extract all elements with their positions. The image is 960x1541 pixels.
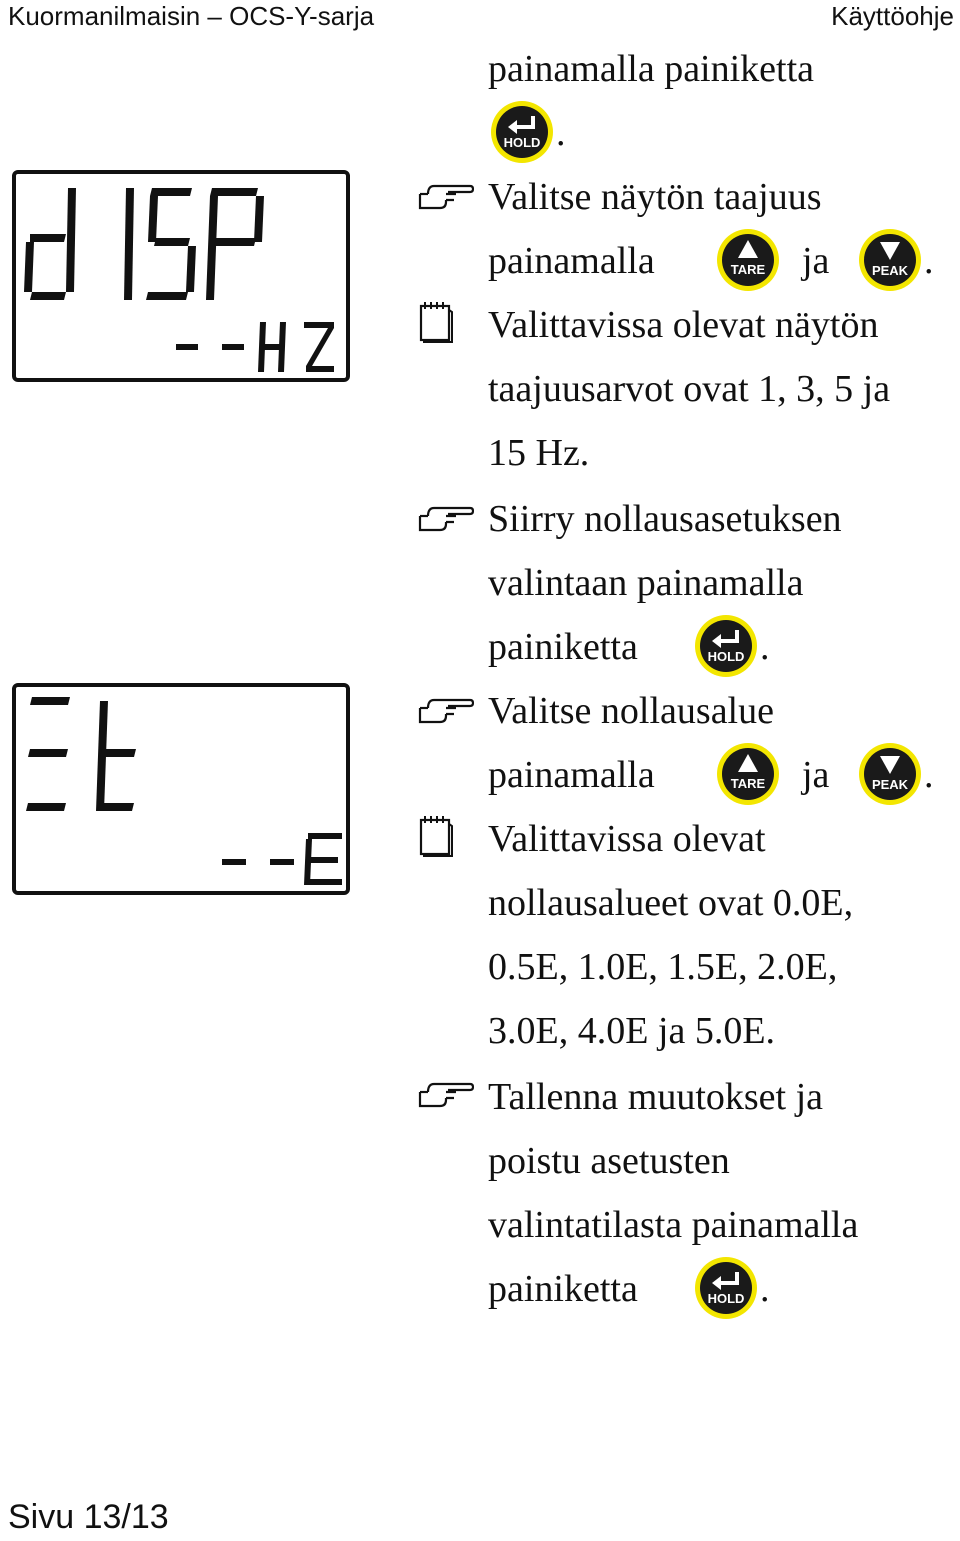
text-line: taajuusarvot ovat 1, 3, 5 ja (488, 368, 891, 410)
pointing-hand-icon (418, 694, 474, 726)
header-section: Käyttöohje (831, 1, 954, 31)
text-line: painiketta (488, 1268, 638, 1310)
pointing-hand-icon (418, 180, 474, 212)
text-line: valintaan painamalla (488, 562, 804, 604)
pointing-hand-icon (418, 1078, 474, 1110)
pointing-hand-icon (418, 502, 474, 534)
notepad-icon (418, 300, 454, 344)
hold-label: HOLD (503, 135, 541, 150)
hold-button-icon (490, 100, 554, 164)
text-period: . (556, 112, 566, 154)
text-line: poistu asetusten (488, 1140, 730, 1182)
text-line: Valitse nollausalue (488, 690, 774, 732)
text-period: . (924, 754, 934, 796)
tare-label: TARE (730, 776, 766, 791)
hold-label: HOLD (707, 649, 745, 664)
hold-button-icon (694, 1256, 758, 1320)
text-line: Valittavissa olevat (488, 818, 766, 860)
page-number: Sivu 13/13 (8, 1498, 169, 1536)
text-line: Valitse näytön taajuus (488, 176, 822, 218)
text-line: Siirry nollausasetuksen (488, 498, 842, 540)
text-line: 15 Hz. (488, 432, 590, 474)
text-line: painamalla painiketta (488, 48, 815, 90)
text-line: painiketta (488, 626, 638, 668)
text-line: Tallenna muutokset ja (488, 1076, 824, 1118)
peak-label: PEAK (871, 263, 909, 278)
tare-label: TARE (730, 262, 766, 277)
lcd-segments-disp (16, 174, 346, 378)
lcd-display-zero (12, 683, 350, 895)
text-period: . (760, 626, 770, 668)
peak-label: PEAK (871, 777, 909, 792)
text-line: Valittavissa olevat näytön (488, 304, 879, 346)
peak-button-icon (858, 228, 922, 292)
tare-button-icon (716, 742, 780, 806)
hold-button-icon (694, 614, 758, 678)
text-ja: ja (802, 754, 830, 796)
lcd-segments-zero (16, 687, 346, 891)
header-title: Kuormanilmaisin – OCS-Y-sarja (8, 1, 375, 31)
text-line: valintatilasta painamalla (488, 1204, 859, 1246)
text-line: painamalla (488, 754, 655, 796)
text-line: 0.5E, 1.0E, 1.5E, 2.0E, (488, 946, 838, 988)
notepad-icon (418, 814, 454, 858)
text-line: painamalla (488, 240, 655, 282)
text-line: 3.0E, 4.0E ja 5.0E. (488, 1010, 776, 1052)
tare-button-icon (716, 228, 780, 292)
text-period: . (760, 1268, 770, 1310)
lcd-display-disp (12, 170, 350, 382)
peak-button-icon (858, 742, 922, 806)
text-period: . (924, 240, 934, 282)
text-line: nollausalueet ovat 0.0E, (488, 882, 854, 924)
hold-label: HOLD (707, 1291, 745, 1306)
text-ja: ja (802, 240, 830, 282)
